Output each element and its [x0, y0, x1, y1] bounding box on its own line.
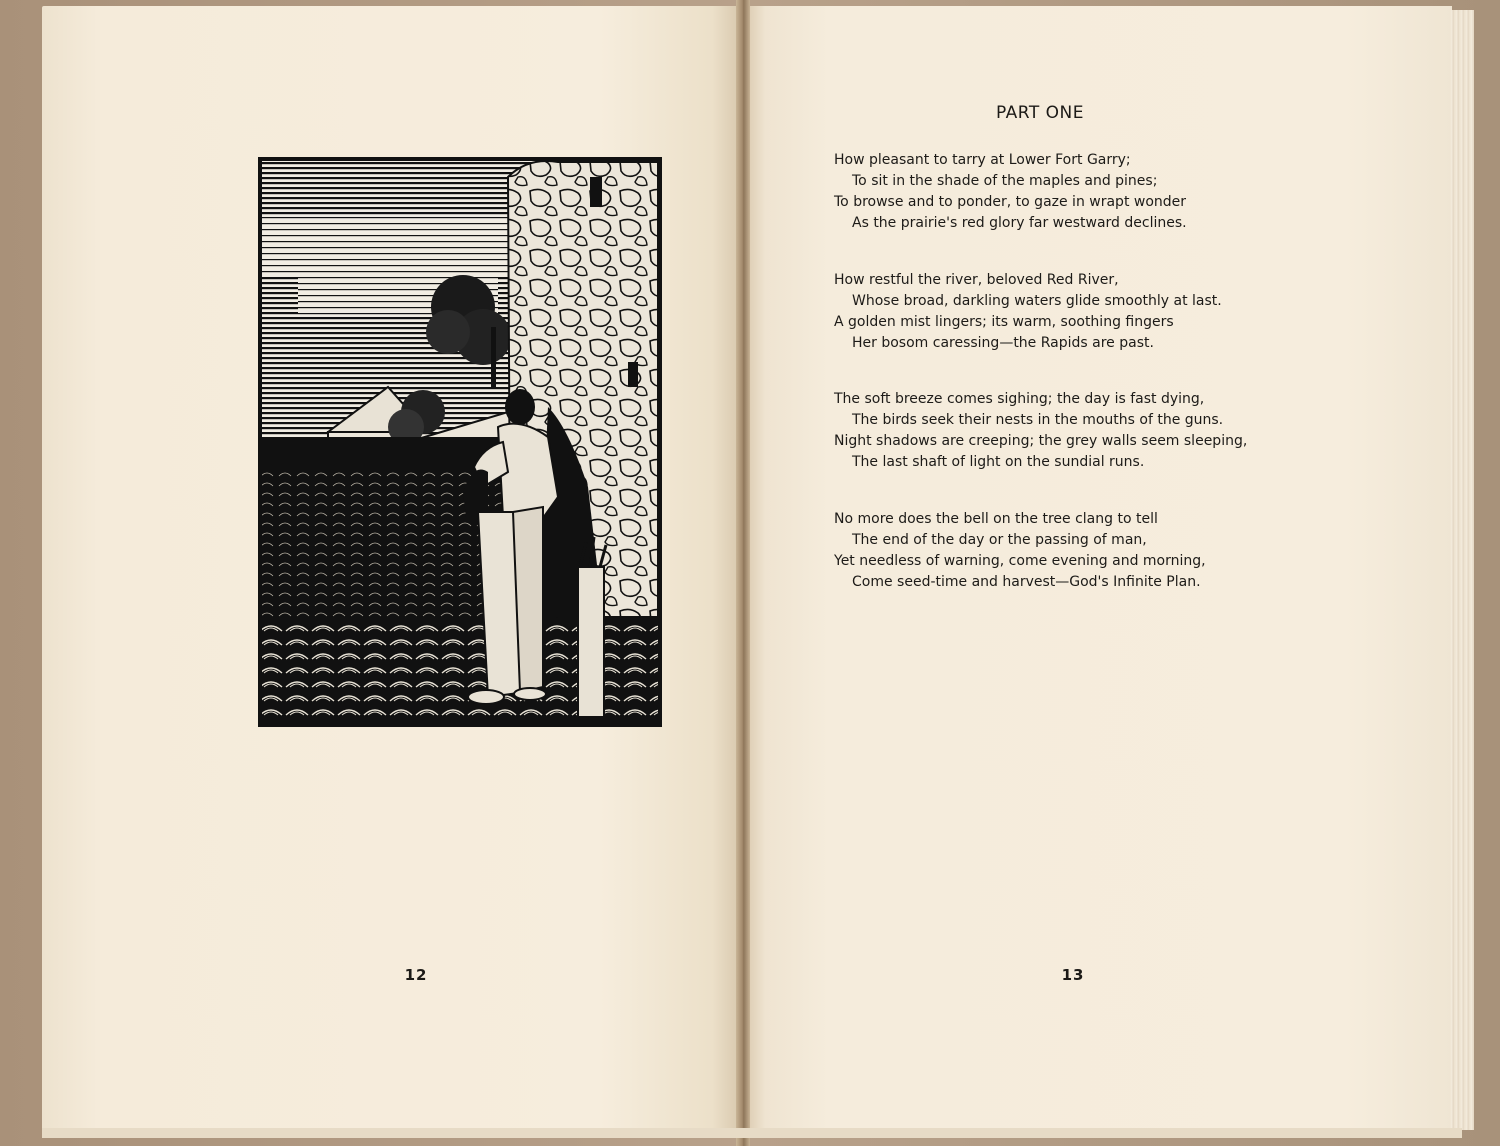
page-number-right: 13	[1061, 966, 1085, 984]
poem-line: Her bosom caressing—the Rapids are past.	[852, 335, 1154, 351]
part-heading: PART ONE	[996, 103, 1084, 123]
poem-line: The birds seek their nests in the mouths of the guns.	[852, 412, 1224, 428]
page-edges	[1450, 10, 1474, 1130]
stanza-2	[834, 270, 1274, 354]
page-number-left: 12	[404, 966, 428, 984]
poem-line: Come seed-time and harvest—God's Infinite Plan.	[852, 574, 1201, 590]
poem-line: The soft breeze comes sighing; the day is fast dying,	[834, 391, 1205, 407]
poem-line: To browse and to ponder, to gaze in wrapt wonder	[834, 194, 1187, 210]
poem-line: The end of the day or the passing of man,	[852, 532, 1147, 548]
poem-line: To sit in the shade of the maples and pines;	[852, 173, 1158, 189]
poem-line: Yet needless of warning, come evening and morning,	[834, 553, 1206, 569]
poem-line: No more does the bell on the tree clang to tell	[834, 511, 1158, 527]
poem-line: How pleasant to tarry at Lower Fort Garry;	[834, 152, 1131, 168]
stanza-3	[834, 389, 1274, 473]
page-stack-bottom	[42, 1128, 1462, 1138]
poem-line: How restful the river, beloved Red River,	[834, 272, 1119, 288]
stanza-1	[834, 150, 1274, 234]
stanza-4	[834, 509, 1274, 593]
woodcut-illustration	[258, 157, 662, 727]
poem-line: The last shaft of light on the sundial runs.	[852, 454, 1145, 470]
book-gutter	[736, 0, 750, 1146]
poem-line: Whose broad, darkling waters glide smoothly at last.	[852, 293, 1222, 309]
poem-line: Night shadows are creeping; the grey walls seem sleeping,	[834, 433, 1248, 449]
poem-line: A golden mist lingers; its warm, soothing fingers	[834, 314, 1174, 330]
poem-line: As the prairie's red glory far westward declines.	[852, 215, 1187, 231]
